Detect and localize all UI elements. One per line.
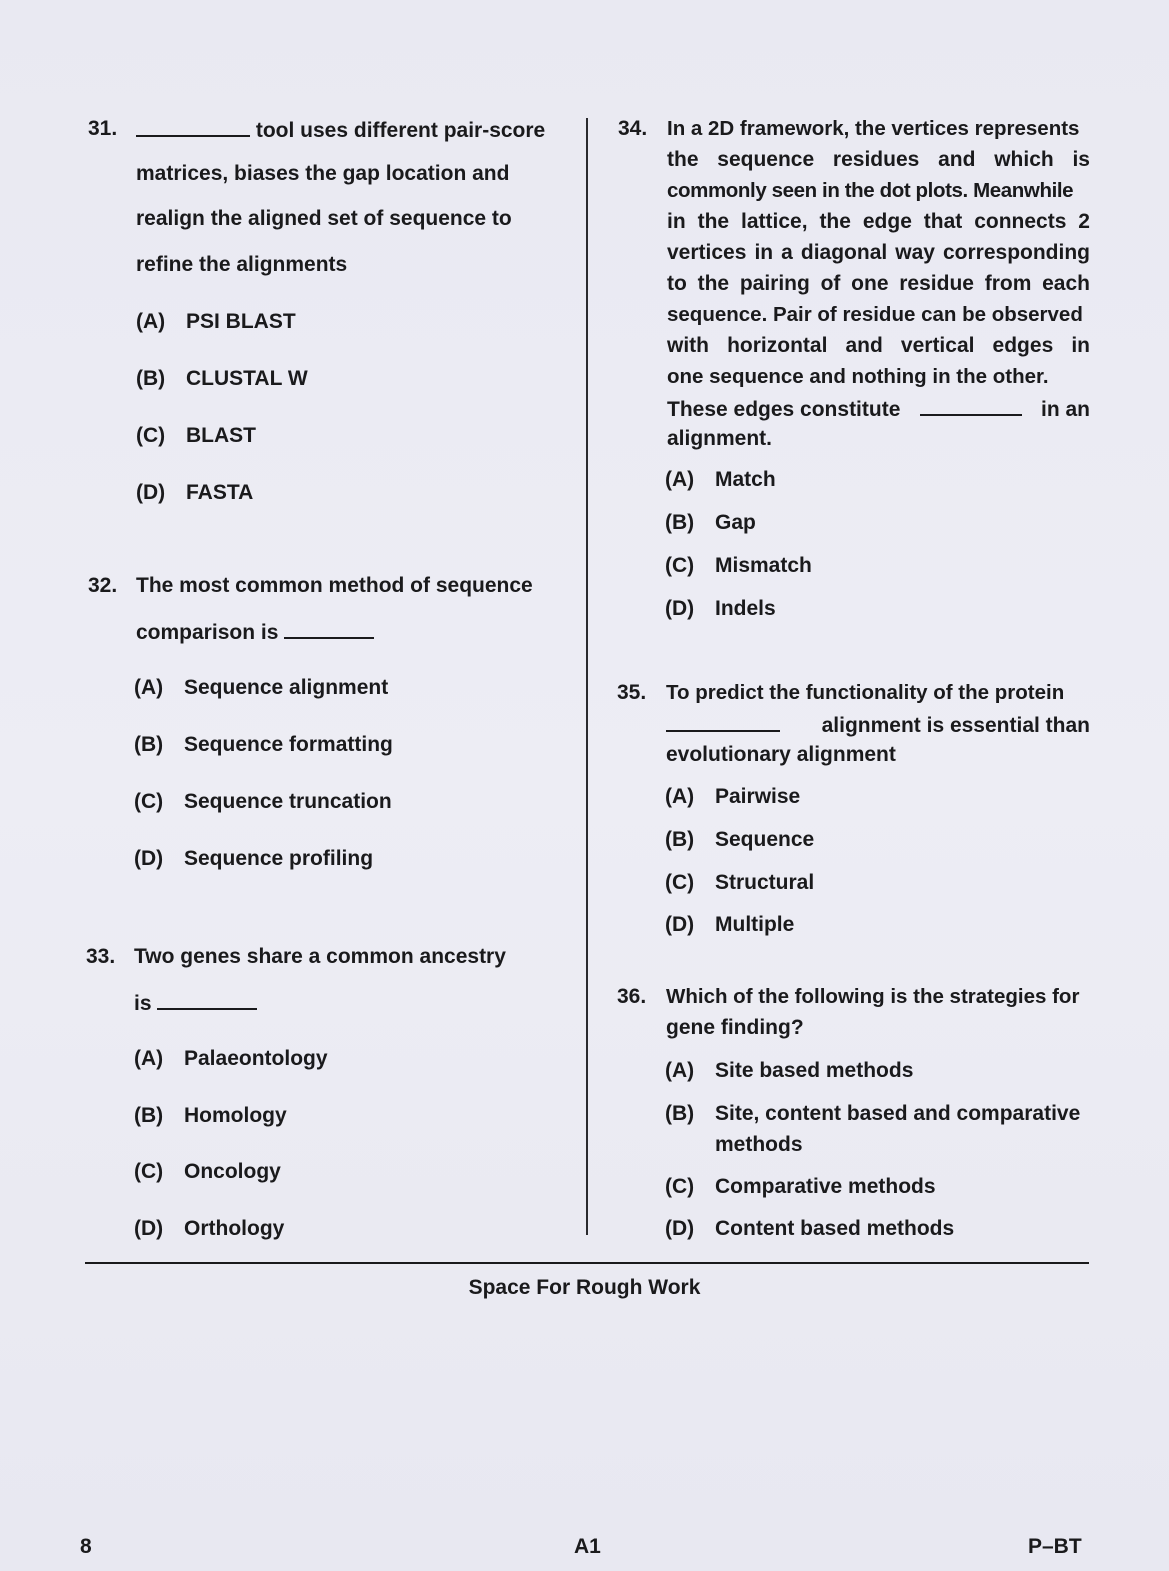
question-number: 36.	[617, 985, 647, 1008]
option-b: (B) Sequence	[665, 828, 815, 851]
option-b: (B) CLUSTAL W	[136, 367, 308, 390]
column-divider	[586, 118, 588, 1235]
option-b: (B) Homology	[134, 1104, 287, 1127]
question-text-line: in the lattice, the edge that connects 2	[667, 210, 1090, 233]
option-a: (A) Palaeontology	[134, 1047, 328, 1070]
question-text-line: one sequence and nothing in the other.	[667, 365, 1049, 388]
option-d: (D) Content based methods	[665, 1217, 955, 1240]
question-text-line	[134, 990, 257, 1016]
option-d: (D) Orthology	[134, 1217, 285, 1240]
option-c: (C) Mismatch	[665, 554, 812, 577]
option-a: (A) Pairwise	[665, 785, 801, 808]
question-text: is	[134, 992, 152, 1015]
question-text: in an	[1040, 398, 1090, 421]
question-text-line	[136, 117, 545, 143]
option-c: (C) Sequence truncation	[134, 790, 392, 813]
question-text-line: Which of the following is the strategies for	[666, 985, 1080, 1008]
option-b: (B) Gap	[665, 511, 756, 534]
question-text-line: alignment.	[667, 427, 773, 450]
page-number: 8	[80, 1535, 92, 1558]
question-text-line: with horizontal and vertical edges in	[667, 334, 1090, 357]
question-text-line: realign the aligned set of sequence to	[136, 207, 512, 230]
question-text-line: The most common method of sequence	[136, 574, 533, 597]
option-b-continuation: methods	[715, 1133, 803, 1156]
question-text-line: To predict the functionality of the protein	[666, 681, 1065, 704]
question-text-line: to the pairing of one residue from each	[667, 272, 1090, 295]
option-c: (C) Structural	[665, 871, 815, 894]
option-d: (D) Indels	[665, 597, 776, 620]
question-text-line	[666, 712, 1090, 738]
set-code: A1	[574, 1535, 601, 1558]
answer-blank	[157, 990, 257, 1010]
answer-blank	[666, 712, 780, 732]
question-text: alignment is essential than	[821, 714, 1090, 737]
option-d: (D) Multiple	[665, 913, 795, 936]
horizontal-rule	[85, 1262, 1089, 1264]
question-text: These edges constitute	[667, 398, 901, 421]
rough-work-heading: Space For Rough Work	[468, 1276, 701, 1299]
option-b: (B) Sequence formatting	[134, 733, 393, 756]
question-text-line	[136, 619, 374, 645]
option-c: (C) Comparative methods	[665, 1175, 936, 1198]
option-a: (A) Site based methods	[665, 1059, 914, 1082]
question-text-line: gene finding?	[666, 1016, 804, 1039]
question-text: tool uses different pair-score	[255, 119, 546, 142]
question-number: 33.	[86, 945, 116, 968]
question-text-line: sequence. Pair of residue can be observed	[667, 303, 1083, 326]
question-text-line	[667, 396, 1090, 422]
question-text-line: refine the alignments	[136, 253, 348, 276]
option-a: (A) PSI BLAST	[136, 310, 296, 333]
question-text-line: Two genes share a common ancestry	[134, 945, 506, 968]
answer-blank	[136, 117, 250, 137]
option-c: (C) Oncology	[134, 1160, 281, 1183]
question-text-line: matrices, biases the gap location and	[136, 162, 510, 185]
question-number: 31.	[88, 117, 118, 140]
question-text-line: evolutionary alignment	[666, 743, 896, 766]
option-c: (C) BLAST	[136, 424, 256, 447]
question-text-line: vertices in a diagonal way corresponding	[667, 241, 1090, 264]
option-d: (D) Sequence profiling	[134, 847, 374, 870]
question-text-line: the sequence residues and which is	[667, 148, 1090, 171]
answer-blank	[284, 619, 374, 639]
option-b: (B) Site, content based and comparative	[665, 1102, 1081, 1125]
question-number: 32.	[88, 574, 118, 597]
question-number: 35.	[617, 681, 647, 704]
option-d: (D) FASTA	[136, 481, 254, 504]
option-a: (A) Match	[665, 468, 776, 491]
answer-blank	[920, 396, 1022, 416]
question-text-line: commonly seen in the dot plots. Meanwhile	[667, 179, 1074, 202]
question-text-line: In a 2D framework, the vertices represents	[667, 117, 1080, 140]
option-a: (A) Sequence alignment	[134, 676, 389, 699]
question-number: 34.	[618, 117, 648, 140]
question-text: comparison is	[136, 621, 279, 644]
paper-code: P–BT	[1028, 1535, 1082, 1558]
